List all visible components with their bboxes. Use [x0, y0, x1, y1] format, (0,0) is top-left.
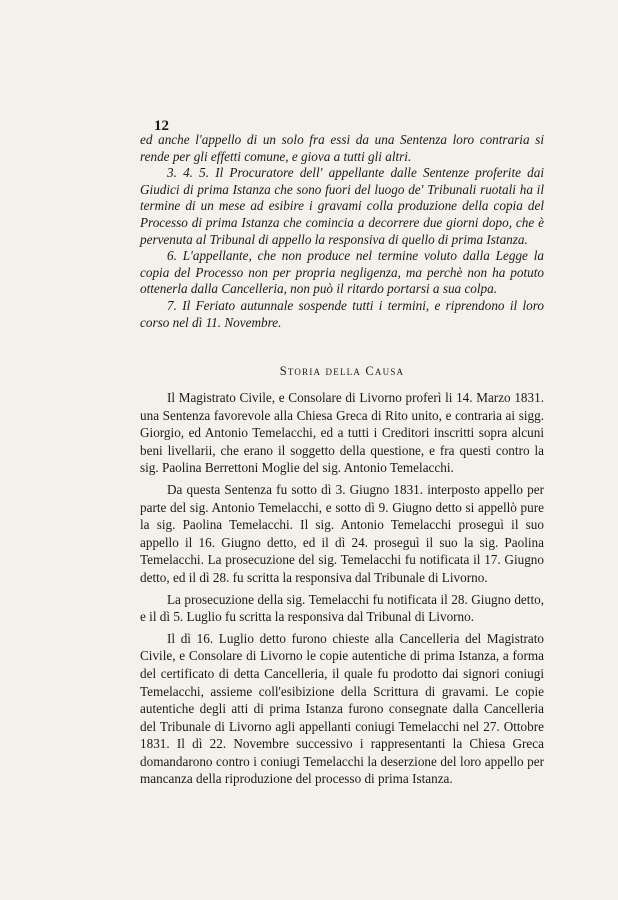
history-paragraph: Il dì 16. Luglio detto furono chieste alla Cancelleria del Magistrato Civile, e Consolare di Livorno le copie autentiche di prima Istanza, a forma del certificato di detta Cancelleria, il quale fu prodotto dai signori coniugi Temelacchi, assieme coll'esibizione della Scrittura di gravami. Le copie autentiche degli atti di prima Istanza furono consegnate dalla Cancelleria del Tribunale di Livorno agli appellanti coniugi Temelacchi nel 27. Ottobre 1831. Il dì 22. Novembre successivo i rappresentanti la Chiesa Greca domandarono contro i coniugi Temelacchi la deserzione del loro appello per mancanza della riproduzione del processo di prima Istanza. [140, 630, 544, 787]
page-number: 12 [154, 118, 169, 134]
rule-paragraph-3-4-5: 3. 4. 5. Il Procuratore dell' appellante dalle Sentenze proferite dai Giudici di prima Istanza che sono fuori del luogo de' Tribunali ruotali ha il termine di un mese ad esibire i gravami colla produzione della copia del Processo di prima Istanza che comincia a decorrere due giorni dopo, che è pervenuta al Tribunal di appello la responsiva di quello di prima Istanza. [140, 165, 544, 247]
rule-paragraph-7: 7. Il Feriato autunnale sospende tutti i termini, e riprendono il loro corso nel dì 11. Novembre. [140, 297, 544, 330]
legal-rules-block [140, 132, 544, 331]
case-history-block [140, 389, 544, 788]
section-title: Storia della Causa [279, 364, 405, 378]
rule-paragraph-6: 6. L'appellante, che non produce nel termine voluto dalla Legge la copia del Processo non per propria negligenza, ma perchè non ha potuto ottenerla dalla Cancelleria, non può il ritardo portarsi a sua colpa. [140, 248, 544, 297]
history-paragraph: Il Magistrato Civile, e Consolare di Livorno proferì li 14. Marzo 1831. una Sentenza favorevole alla Chiesa Greca di Rito unito, e contraria ai sigg. Giorgio, ed Antonio Temelacchi, ed a tutti i Creditori inscritti sopra alcuni beni livellarii, che erano il soggetto della questione, e fra questi contro la sig. Paolina Berrettoni Moglie del sig. Antonio Temelacchi. [140, 390, 544, 476]
history-paragraph: La prosecuzione della sig. Temelacchi fu notificata il 28. Giugno detto, e il dì 5. Luglio fu scritta la responsiva dal Tribunal di Livorno. [140, 591, 544, 625]
rule-continuation-paragraph: ed anche l'appello di un solo fra essi da una Sentenza loro contraria si rende per gli effetti comune, e giova a tutti gli altri. [140, 132, 544, 164]
history-paragraph: Da questa Sentenza fu sotto dì 3. Giugno 1831. interposto appello per parte del sig. Antonio Temelacchi, e sotto dì 9. Giugno detto si appellò pure la sig. Paolina Temelacchi. Il sig. Antonio Temelacchi proseguì il suo appello il 16. Giugno detto, ed il dì 24. proseguì il suo la sig. Paolina Temelacchi. La prosecuzione del sig. Temelacchi fu notificata il 17. Giugno detto, ed il dì 28. fu scritta la responsiva dal Tribunale di Livorno. [140, 481, 544, 585]
